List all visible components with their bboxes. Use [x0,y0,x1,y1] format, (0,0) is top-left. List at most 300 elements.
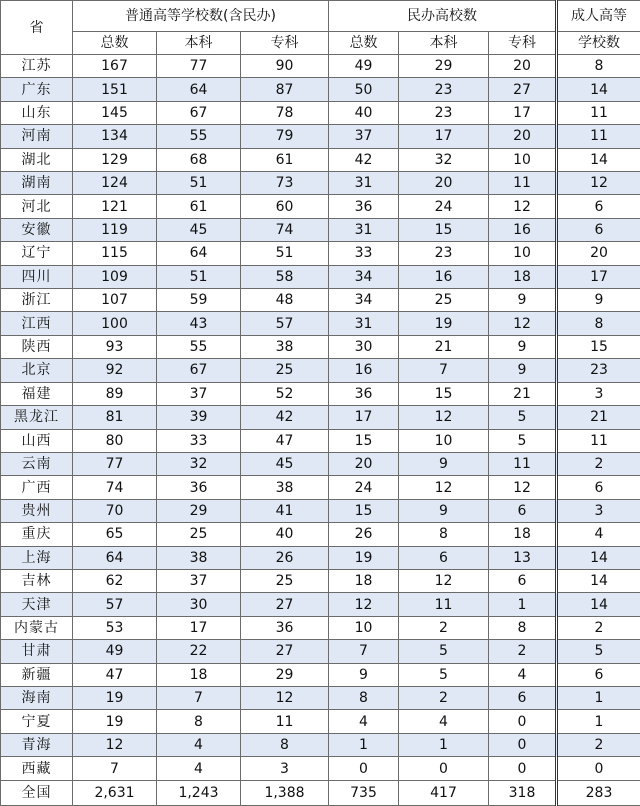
regular-undergrad-cell: 36 [157,476,241,499]
private-undergrad-cell: 12 [399,476,489,499]
private-total-cell: 17 [329,406,399,429]
national-private-total: 735 [329,781,399,806]
regular-undergrad-cell: 51 [157,265,241,288]
private-total-cell: 34 [329,265,399,288]
province-cell: 云南 [1,452,73,475]
private-undergrad-cell: 5 [399,663,489,686]
table-row [1,78,640,101]
regular-total-cell: 107 [73,289,157,312]
regular-total-cell: 49 [73,640,157,663]
private-undergrad-cell: 9 [399,452,489,475]
private-undergrad-cell: 23 [399,78,489,101]
adult-schools-cell: 1 [557,686,640,709]
private-total-cell: 12 [329,593,399,616]
private-vocational-cell: 9 [489,335,557,358]
private-vocational-cell: 20 [489,125,557,148]
table-row [1,616,640,639]
adult-schools-cell: 23 [557,359,640,382]
regular-vocational-cell: 12 [241,686,329,709]
private-schools-group-header: 民办高校数 [329,1,557,32]
private-undergrad-cell: 15 [399,218,489,241]
table-row [1,335,640,358]
private-total-cell: 15 [329,499,399,522]
regular-vocational-cell: 8 [241,733,329,756]
table-row [1,406,640,429]
regular-undergrad-cell: 4 [157,733,241,756]
regular-undergrad-cell: 45 [157,218,241,241]
province-cell: 上海 [1,546,73,569]
private-undergrad-cell: 8 [399,523,489,546]
province-cell: 新疆 [1,663,73,686]
regular-vocational-cell: 74 [241,218,329,241]
adult-schools-cell: 11 [557,101,640,124]
regular-vocational-cell: 36 [241,616,329,639]
private-undergrad-cell: 15 [399,382,489,405]
regular-vocational-cell: 27 [241,640,329,663]
private-vocational-cell: 8 [489,616,557,639]
table-row [1,101,640,124]
adult-schools-cell: 6 [557,663,640,686]
regular-vocational-cell: 38 [241,476,329,499]
province-cell: 甘肃 [1,640,73,663]
private-vocational-cell: 20 [489,55,557,78]
regular-total-cell: 134 [73,125,157,148]
regular-undergrad-cell: 4 [157,757,241,781]
private-vocational-cell: 9 [489,359,557,382]
province-cell: 西藏 [1,757,73,781]
private-vocational-cell: 1 [489,593,557,616]
table-row [1,569,640,592]
private-total-cell: 49 [329,55,399,78]
regular-undergrad-cell: 68 [157,148,241,171]
private-vocational-cell: 0 [489,733,557,756]
regular-total-cell: 89 [73,382,157,405]
table-row [1,523,640,546]
private-undergrad-cell: 12 [399,406,489,429]
private-total-cell: 8 [329,686,399,709]
table-row [1,359,640,382]
private-total-cell: 31 [329,218,399,241]
regular-total-cell: 100 [73,312,157,335]
province-cell: 山东 [1,101,73,124]
regular-undergrad-cell: 59 [157,289,241,312]
regular-total-cell: 70 [73,499,157,522]
regular-undergrad-cell: 55 [157,335,241,358]
regular-undergrad-cell: 55 [157,125,241,148]
national-label: 全国 [1,781,73,806]
regular-vocational-cell: 90 [241,55,329,78]
regular-schools-group-header: 普通高等学校数(含民办) [73,1,329,32]
regular-total-cell: 62 [73,569,157,592]
header-row-1 [1,1,640,32]
regular-vocational-cell: 73 [241,172,329,195]
private-total-cell: 33 [329,242,399,265]
adult-schools-cell: 3 [557,499,640,522]
province-cell: 广西 [1,476,73,499]
regular-vocational-cell: 48 [241,289,329,312]
table-footer [1,781,640,806]
province-cell: 宁夏 [1,710,73,733]
table-row [1,218,640,241]
private-total-cell: 50 [329,78,399,101]
table-row [1,312,640,335]
regular-vocational-cell: 25 [241,359,329,382]
province-header: 省 [1,1,73,55]
adult-schools-cell: 14 [557,569,640,592]
regular-total-cell: 74 [73,476,157,499]
national-adult-schools: 283 [557,781,640,806]
private-undergrad-cell: 24 [399,195,489,218]
regular-undergrad-cell: 51 [157,172,241,195]
regular-vocational-cell: 27 [241,593,329,616]
adult-schools-cell: 6 [557,476,640,499]
private-undergrad-cell: 7 [399,359,489,382]
private-total-cell: 0 [329,757,399,781]
private-undergrad-cell: 5 [399,640,489,663]
table-row [1,429,640,452]
private-undergrad-cell: 23 [399,101,489,124]
province-cell: 河南 [1,125,73,148]
table-row [1,546,640,569]
adult-schools-cell: 15 [557,335,640,358]
table-row [1,55,640,78]
regular-vocational-cell: 61 [241,148,329,171]
province-cell: 北京 [1,359,73,382]
table-row [1,148,640,171]
private-total-cell: 1 [329,733,399,756]
private-total-cell: 15 [329,429,399,452]
province-cell: 浙江 [1,289,73,312]
private-total-cell: 10 [329,616,399,639]
private-total-cell: 4 [329,710,399,733]
regular-total-cell: 109 [73,265,157,288]
private-vocational-cell: 10 [489,242,557,265]
province-cell: 湖南 [1,172,73,195]
table-row [1,663,640,686]
table-row [1,593,640,616]
province-cell: 天津 [1,593,73,616]
regular-total-cell: 115 [73,242,157,265]
private-undergrad-cell: 1 [399,733,489,756]
adult-schools-cell: 20 [557,242,640,265]
private-total-cell: 42 [329,148,399,171]
regular-total-cell: 12 [73,733,157,756]
private-vocational-cell: 18 [489,523,557,546]
private-total-cell: 36 [329,382,399,405]
table-row [1,733,640,756]
regular-total-header: 总数 [73,32,157,55]
private-undergrad-cell: 17 [399,125,489,148]
private-total-header: 总数 [329,32,399,55]
regular-undergrad-cell: 43 [157,312,241,335]
private-undergrad-cell: 10 [399,429,489,452]
private-total-cell: 18 [329,569,399,592]
adult-schools-cell: 0 [557,757,640,781]
private-undergrad-cell: 23 [399,242,489,265]
table-header [1,1,640,55]
regular-undergrad-cell: 17 [157,616,241,639]
province-cell: 黑龙江 [1,406,73,429]
province-cell: 安徽 [1,218,73,241]
regular-undergrad-cell: 38 [157,546,241,569]
adult-schools-cell: 5 [557,640,640,663]
regular-total-cell: 19 [73,686,157,709]
regular-total-cell: 81 [73,406,157,429]
private-total-cell: 36 [329,195,399,218]
private-vocational-cell: 6 [489,686,557,709]
regular-vocational-cell: 58 [241,265,329,288]
private-vocational-cell: 0 [489,757,557,781]
province-cell: 山西 [1,429,73,452]
private-total-cell: 40 [329,101,399,124]
regular-total-cell: 124 [73,172,157,195]
private-total-cell: 31 [329,172,399,195]
private-undergrad-cell: 21 [399,335,489,358]
province-cell: 海南 [1,686,73,709]
regular-undergrad-cell: 8 [157,710,241,733]
province-cell: 广东 [1,78,73,101]
regular-undergrad-cell: 18 [157,663,241,686]
private-vocational-cell: 18 [489,265,557,288]
regular-total-cell: 119 [73,218,157,241]
private-undergrad-cell: 20 [399,172,489,195]
regular-total-cell: 92 [73,359,157,382]
regular-undergrad-header: 本科 [157,32,241,55]
table-body [1,55,640,781]
regular-total-cell: 151 [73,78,157,101]
private-vocational-cell: 13 [489,546,557,569]
table-row [1,476,640,499]
private-undergrad-cell: 16 [399,265,489,288]
province-cell: 江苏 [1,55,73,78]
adult-schools-cell: 14 [557,78,640,101]
table-row [1,125,640,148]
private-undergrad-cell: 19 [399,312,489,335]
regular-vocational-cell: 38 [241,335,329,358]
private-undergrad-header: 本科 [399,32,489,55]
adult-schools-header-line1: 成人高等 [557,1,640,32]
private-vocational-cell: 4 [489,663,557,686]
regular-undergrad-cell: 67 [157,359,241,382]
private-undergrad-cell: 25 [399,289,489,312]
private-total-cell: 7 [329,640,399,663]
regular-undergrad-cell: 25 [157,523,241,546]
regular-undergrad-cell: 30 [157,593,241,616]
private-vocational-cell: 9 [489,289,557,312]
province-cell: 陕西 [1,335,73,358]
private-undergrad-cell: 32 [399,148,489,171]
regular-undergrad-cell: 67 [157,101,241,124]
table-row [1,382,640,405]
regular-vocational-cell: 29 [241,663,329,686]
province-cell: 内蒙古 [1,616,73,639]
private-vocational-cell: 17 [489,101,557,124]
private-total-cell: 37 [329,125,399,148]
regular-undergrad-cell: 29 [157,499,241,522]
regular-vocational-cell: 79 [241,125,329,148]
table-row [1,499,640,522]
table-row [1,172,640,195]
regular-vocational-cell: 25 [241,569,329,592]
regular-undergrad-cell: 32 [157,452,241,475]
private-vocational-cell: 6 [489,499,557,522]
private-total-cell: 26 [329,523,399,546]
private-vocational-cell: 5 [489,406,557,429]
adult-schools-cell: 11 [557,429,640,452]
regular-vocational-cell: 3 [241,757,329,781]
private-vocational-header: 专科 [489,32,557,55]
adult-schools-cell: 12 [557,172,640,195]
private-undergrad-cell: 29 [399,55,489,78]
regular-total-cell: 80 [73,429,157,452]
private-total-cell: 31 [329,312,399,335]
regular-undergrad-cell: 64 [157,242,241,265]
private-total-cell: 30 [329,335,399,358]
province-cell: 吉林 [1,569,73,592]
adult-schools-cell: 2 [557,452,640,475]
regular-vocational-cell: 41 [241,499,329,522]
table-row [1,710,640,733]
regular-total-cell: 93 [73,335,157,358]
adult-schools-cell: 2 [557,616,640,639]
province-cell: 贵州 [1,499,73,522]
private-total-cell: 20 [329,452,399,475]
adult-schools-cell: 4 [557,523,640,546]
regular-vocational-cell: 45 [241,452,329,475]
private-vocational-cell: 10 [489,148,557,171]
regular-undergrad-cell: 37 [157,569,241,592]
national-private-vocational: 318 [489,781,557,806]
regular-undergrad-cell: 61 [157,195,241,218]
regular-vocational-cell: 42 [241,406,329,429]
province-cell: 重庆 [1,523,73,546]
adult-schools-cell: 11 [557,125,640,148]
national-total-row [1,781,640,806]
private-vocational-cell: 21 [489,382,557,405]
regular-total-cell: 57 [73,593,157,616]
adult-schools-cell: 14 [557,546,640,569]
private-undergrad-cell: 2 [399,686,489,709]
regular-total-cell: 129 [73,148,157,171]
private-undergrad-cell: 2 [399,616,489,639]
regular-undergrad-cell: 77 [157,55,241,78]
adult-schools-cell: 17 [557,265,640,288]
regular-undergrad-cell: 22 [157,640,241,663]
province-cell: 湖北 [1,148,73,171]
private-undergrad-cell: 9 [399,499,489,522]
adult-schools-cell: 14 [557,593,640,616]
regular-total-cell: 53 [73,616,157,639]
regular-vocational-cell: 52 [241,382,329,405]
adult-schools-cell: 8 [557,312,640,335]
regular-vocational-cell: 60 [241,195,329,218]
private-vocational-cell: 27 [489,78,557,101]
regular-total-cell: 65 [73,523,157,546]
adult-schools-cell: 1 [557,710,640,733]
private-undergrad-cell: 0 [399,757,489,781]
regular-vocational-header: 专科 [241,32,329,55]
adult-schools-cell: 6 [557,218,640,241]
regular-total-cell: 7 [73,757,157,781]
table-row [1,289,640,312]
adult-schools-cell: 2 [557,733,640,756]
header-row-2 [1,32,640,55]
adult-schools-cell: 9 [557,289,640,312]
private-vocational-cell: 5 [489,429,557,452]
province-cell: 四川 [1,265,73,288]
table-row [1,757,640,781]
regular-total-cell: 64 [73,546,157,569]
regular-total-cell: 121 [73,195,157,218]
regular-total-cell: 145 [73,101,157,124]
private-total-cell: 24 [329,476,399,499]
private-total-cell: 19 [329,546,399,569]
adult-schools-cell: 6 [557,195,640,218]
province-cell: 青海 [1,733,73,756]
regular-vocational-cell: 87 [241,78,329,101]
adult-schools-cell: 21 [557,406,640,429]
regular-vocational-cell: 11 [241,710,329,733]
province-cell: 江西 [1,312,73,335]
private-vocational-cell: 12 [489,312,557,335]
province-cell: 河北 [1,195,73,218]
private-total-cell: 34 [329,289,399,312]
regular-vocational-cell: 78 [241,101,329,124]
regular-undergrad-cell: 7 [157,686,241,709]
province-cell: 辽宁 [1,242,73,265]
table-row [1,640,640,663]
private-vocational-cell: 6 [489,569,557,592]
adult-schools-cell: 14 [557,148,640,171]
private-vocational-cell: 16 [489,218,557,241]
regular-total-cell: 19 [73,710,157,733]
table-row [1,452,640,475]
national-private-undergrad: 417 [399,781,489,806]
private-vocational-cell: 11 [489,172,557,195]
private-undergrad-cell: 4 [399,710,489,733]
table-row [1,265,640,288]
adult-schools-header-line2: 学校数 [557,32,640,55]
private-vocational-cell: 12 [489,195,557,218]
private-vocational-cell: 12 [489,476,557,499]
private-vocational-cell: 2 [489,640,557,663]
private-vocational-cell: 11 [489,452,557,475]
regular-vocational-cell: 40 [241,523,329,546]
private-total-cell: 9 [329,663,399,686]
national-regular-undergrad: 1,243 [157,781,241,806]
national-regular-total: 2,631 [73,781,157,806]
regular-undergrad-cell: 39 [157,406,241,429]
private-undergrad-cell: 11 [399,593,489,616]
regular-total-cell: 77 [73,452,157,475]
regular-vocational-cell: 51 [241,242,329,265]
private-total-cell: 16 [329,359,399,382]
regular-undergrad-cell: 33 [157,429,241,452]
private-vocational-cell: 0 [489,710,557,733]
regular-total-cell: 167 [73,55,157,78]
regular-vocational-cell: 47 [241,429,329,452]
regular-undergrad-cell: 37 [157,382,241,405]
private-undergrad-cell: 12 [399,569,489,592]
private-undergrad-cell: 6 [399,546,489,569]
province-cell: 福建 [1,382,73,405]
table-row [1,195,640,218]
adult-schools-cell: 8 [557,55,640,78]
adult-schools-cell: 3 [557,382,640,405]
regular-vocational-cell: 26 [241,546,329,569]
regular-vocational-cell: 57 [241,312,329,335]
regular-total-cell: 47 [73,663,157,686]
